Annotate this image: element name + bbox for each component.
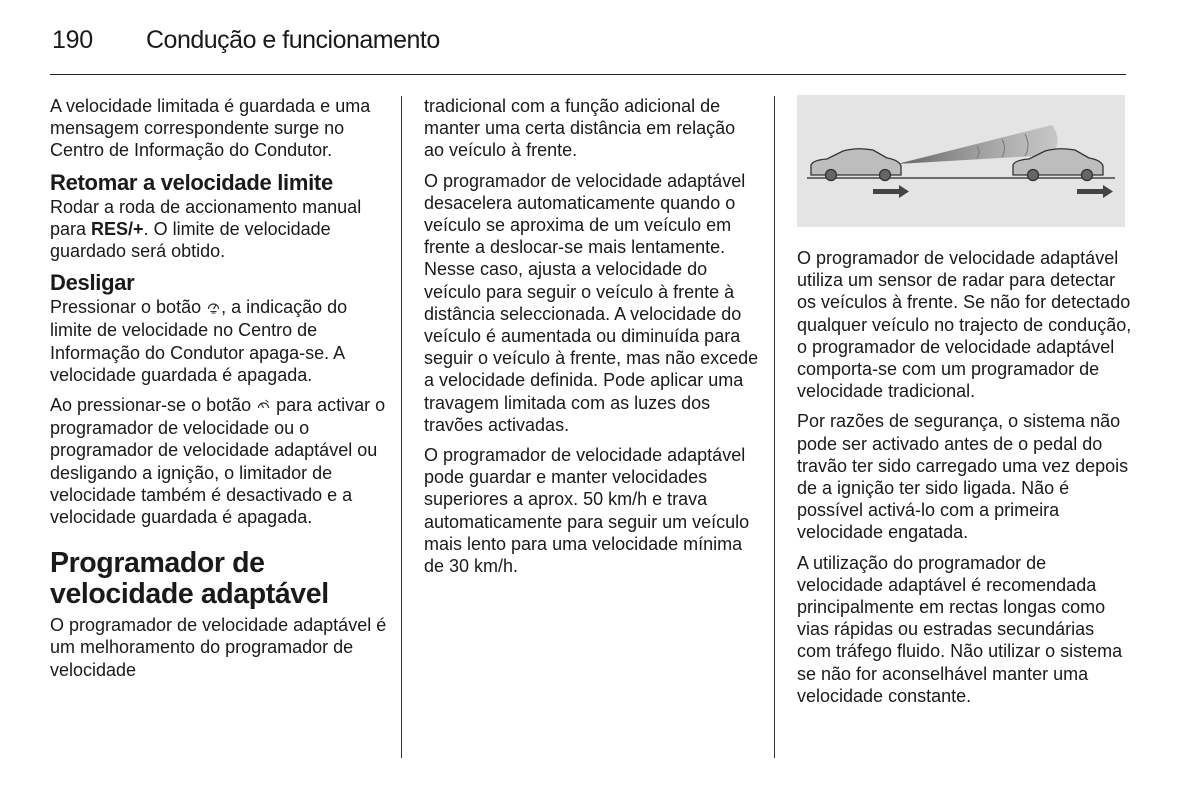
column-divider [401,96,402,758]
paragraph: Ao pressionar-se o botão para activar o programador de velocidade ou o programador de velocidade adaptável ou desligando a ignição, o limitador de velocidade também é desactivado e a velocidade guardada é apagada. [50,395,386,528]
paragraph: A utilização do programador de velocidade adaptável é recomendada principalmente em rectas longas como vias rápidas ou estradas secundárias com tráfego fluido. Não utilizar o sistema se não for aconselhável manter uma velocidade constante. [797,552,1123,706]
paragraph: O programador de velocidade adaptável utiliza um sensor de radar para detectar os veículos à frente. Se não for detectado qualquer veículo no trajecto de condução, o programador de velocidade adaptável comporta-se com um programador de velocidade tradicional. [797,248,1132,402]
column-1 [50,95,390,689]
direction-arrow-icon [873,185,909,198]
direction-arrow-icon [1077,185,1113,198]
paragraph: Por razões de segurança, o sistema não pode ser activado antes de o pedal do travão ter sido carregado uma vez depois de a ignição ter sido ligada. Não é possível activá-lo com a primeira velocidade engatada. [797,411,1129,543]
heading-adaptive-cruise: Programador de velocidade adaptável [50,547,329,611]
paragraph: O programador de velocidade adaptável é um melhoramento do programador de velocidade [50,615,387,680]
paragraph: O programador de velocidade adaptável desacelera automaticamente quando o veículo se aproxima de um veículo em frente a deslocar-se mais lentamente. Nesse caso, ajusta a velocidade do veículo para seguir o veículo à frente à distância seleccionada. A velocidade do veículo é aumentada ou diminuída para seguir o veículo à frente, mas não excede a velocidade definida. Pode aplicar uma travagem limitada com as luzes dos travões activadas. [424,170,759,435]
paragraph: Pressionar o botão , a indicação do limite de velocidade no Centro de Informação do Condutor apaga-se. A velocidade guardada é apagada. [50,297,348,385]
paragraph: Rodar a roda de accionamento manual para RES/+. O limite de velocidade guardado será obtido. [50,196,362,262]
radar-cars-illustration [797,95,1125,227]
heading-switch-off: Desligar [50,270,135,296]
paragraph: A velocidade limitada é guardada e uma mensagem correspondente surge no Centro de Informação do Condutor. [50,96,371,161]
column-3 [797,95,1132,715]
radar-cars-svg [797,95,1125,227]
res-plus-label: RES/+ [91,218,144,239]
speed-limiter-icon [206,297,221,319]
header-rule [50,74,1126,75]
paragraph: tradicional com a função adicional de manter uma certa distância em relação ao veículo à frente. [424,96,736,161]
paragraph: O programador de velocidade adaptável pode guardar e manter velocidades superiores a aprox. 50 km/h e trava automaticamente para seguir um veículo mais lento para uma velocidade mínima de 30 km/h. [424,445,750,577]
page-header [50,24,1126,76]
page-number: 190 [52,26,93,54]
page-title: Condução e funcionamento [146,26,440,54]
own-car-icon [811,149,901,181]
column-2 [424,95,760,585]
heading-resume-limit: Retomar a velocidade limite [50,169,333,195]
column-divider [774,96,775,758]
cruise-control-icon [256,395,271,417]
